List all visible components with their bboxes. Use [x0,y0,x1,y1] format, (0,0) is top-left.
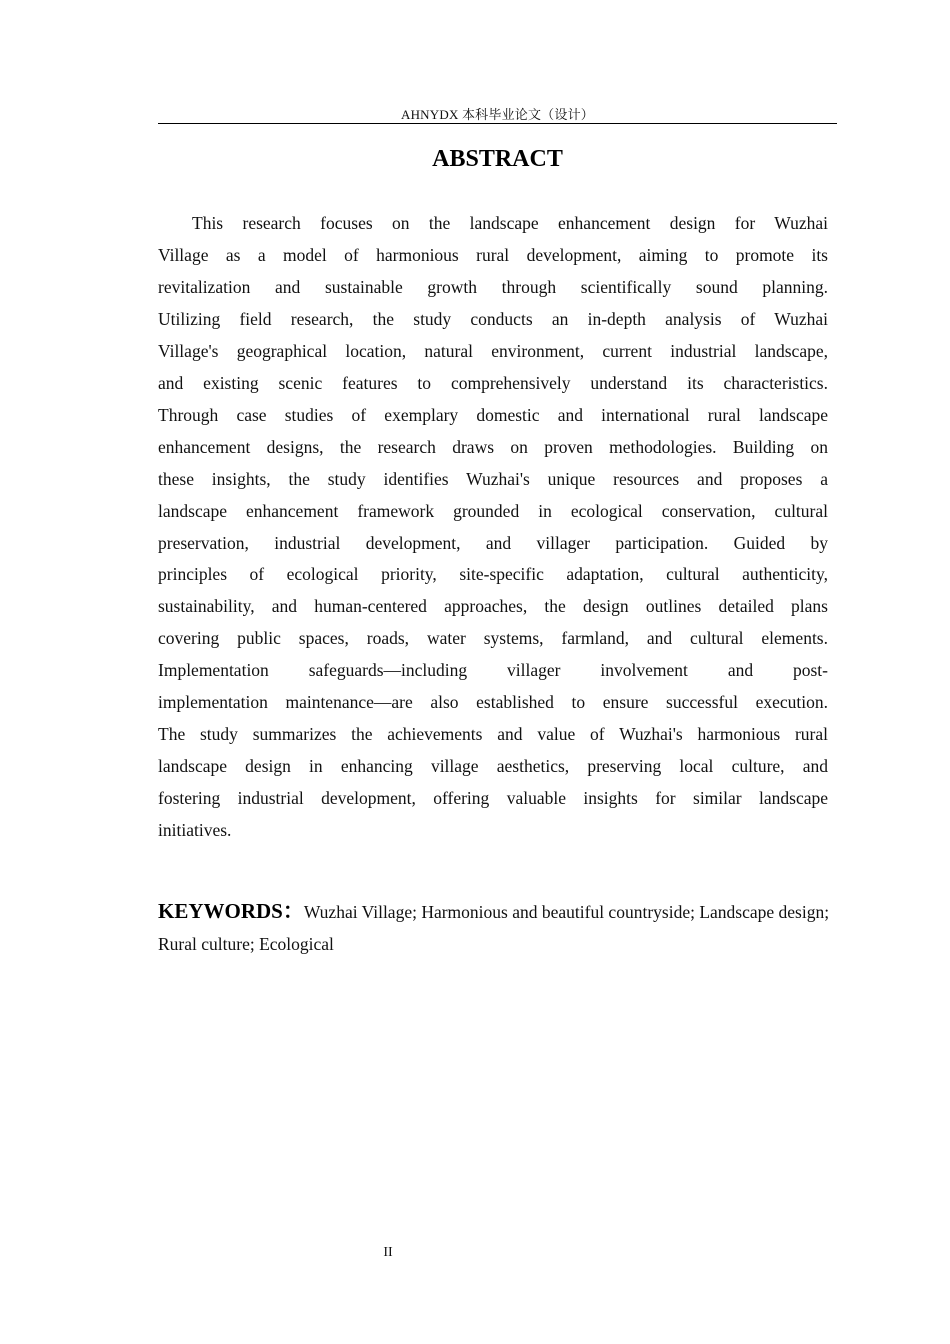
abstract-line: principles of ecological priority, site-specific adaptation, cultural authenticity, [158,564,828,585]
abstract-line: sustainability, and human-centered approaches, the design outlines detailed plans [158,596,828,617]
abstract-title: ABSTRACT [432,146,563,172]
header-rule [158,123,837,124]
abstract-line: landscape enhancement framework grounded in ecological conservation, cultural [158,500,828,521]
abstract-line: these insights, the study identifies Wuzhai's unique resources and proposes a [158,468,828,489]
abstract-body [158,208,828,847]
abstract-line: enhancement designs, the research draws on proven methodologies. Building on [158,436,828,457]
abstract-line: landscape design in enhancing village aesthetics, preserving local culture, and [158,756,828,777]
abstract-line: The study summarizes the achievements and value of Wuzhai's harmonious rural [158,724,828,745]
abstract-line: Implementation safeguards—including villager involvement and post- [158,660,828,681]
keywords-paragraph [158,895,833,960]
abstract-line: This research focuses on the landscape enhancement design for Wuzhai [192,213,828,233]
abstract-line: initiatives. [158,820,232,841]
abstract-line: covering public spaces, roads, water systems, farmland, and cultural elements. [158,628,828,649]
abstract-line: Village's geographical location, natural environment, current industrial landscape, [158,340,828,361]
abstract-line: implementation maintenance—are also established to ensure successful execution. [158,692,828,713]
abstract-line: revitalization and sustainable growth through scientifically sound planning. [158,276,828,297]
keywords-label: KEYWORDS： [158,899,304,923]
abstract-line: preservation, industrial development, and villager participation. Guided by [158,532,828,553]
abstract-line: Through case studies of exemplary domestic and international rural landscape [158,404,828,425]
abstract-line: Village as a model of harmonious rural development, aiming to promote its [158,244,828,265]
abstract-line: and existing scenic features to comprehensively understand its characteristics. [158,372,828,393]
keywords-text: Wuzhai Village; Harmonious and beautiful countryside; Landscape design; Rural culture; Ecological [158,902,830,954]
running-header: AHNYDX 本科毕业论文（设计） [401,107,594,122]
abstract-line: Utilizing field research, the study conducts an in-depth analysis of Wuzhai [158,308,828,329]
page-number: II [383,1245,393,1260]
abstract-line: fostering industrial development, offering valuable insights for similar landscape [158,788,828,809]
